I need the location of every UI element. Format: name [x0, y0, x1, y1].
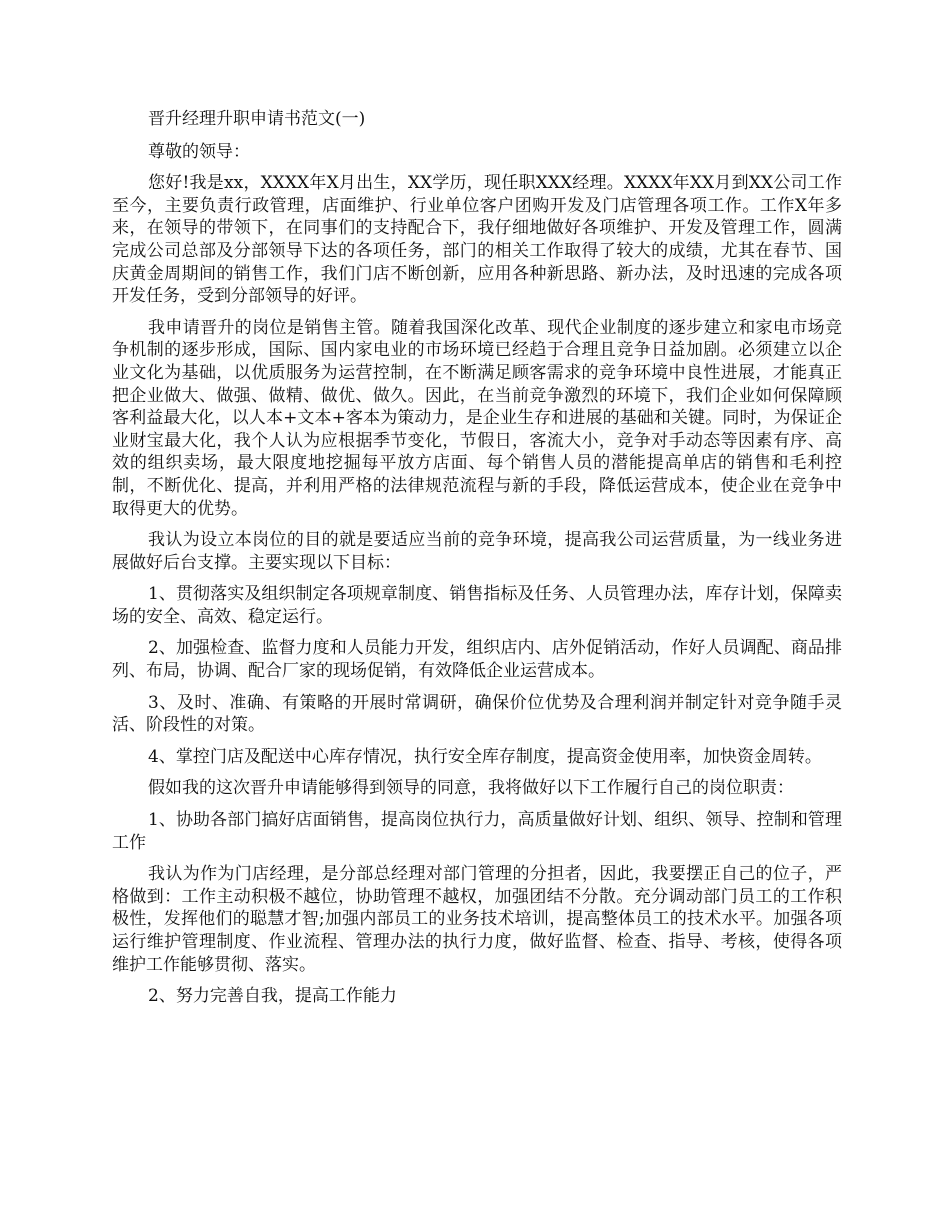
- paragraph-goal-4: 4、掌控门店及配送中心库存情况，执行安全库存制度，提高资金使用率，加快资金周转。: [148, 746, 822, 767]
- paragraph-goals-intro: 我认为设立本岗位的目的就是要适应当前的竞争环境，提高我公司运营质量，为一线业务进展做好后台支撑。主要实现以下目标：: [112, 530, 842, 573]
- paragraph-goal-3: 3、及时、准确、有策略的开展时常调研，确保价位优势及合理利润并制定针对竞争随手灵活、阶段性的对策。: [112, 692, 842, 736]
- paragraph-intro: 您好!我是xx，XXXX年X月出生，XX学历，现任职XXX经理。XXXX年XX月到XX公司工作至今，主要负责行政管理，店面维护、行业单位客户团购开发及门店管理各项工作。工作X年多来，在领导的带领下，在同事们的支持配合下，我仔细地做好各项维护、开发及管理工作，圆满完成公司总部及分部领导下达的各项任务，部门的相关工作取得了较大的成绩，尤其在春节、国庆黄金周期间的销售工作，我们门店不断创新，应用各种新思路、新办法，及时迅速的完成各项开发任务，受到分部领导的好评。: [112, 173, 842, 307]
- paragraph-duty-1-detail: 我认为作为门店经理，是分部总经理对部门管理的分担者，因此，我要摆正自己的位子，严格做到：工作主动积极不越位，协助管理不越权，加强团结不分散。充分调动部门员工的工作积极性，发挥他们的聪慧才智;加强内部员工的业务技术培训，提高整体员工的技术水平。加强各项运行维护管理制度、作业流程、管理办法的执行力度，做好监督、检查、指导、考核，使得各项维护工作能够贯彻、落实。: [112, 864, 842, 975]
- paragraph-position: 我申请晋升的岗位是销售主管。随着我国深化改革、现代企业制度的逐步建立和家电市场竞争机制的逐步形成，国际、国内家电业的市场环境已经趋于合理且竞争日益加剧。必须建立以企业文化为基础，以优质服务为运营控制，在不断满足顾客需求的竞争环境中良性进展，才能真正把企业做大、做强、做精、做优、做久。因此，在当前竞争激烈的环境下，我们企业如何保障顾客利益最大化，以人本+文本+客本为策动力，是企业生存和进展的基础和关键。同时，为保证企业财宝最大化，我个人认为应根据季节变化，节假日，客流大小，竞争对手动态等因素有序、高效的组织卖场，最大限度地挖掘每平放方店面、每个销售人员的潜能提高单店的销售和毛利控制，不断优化、提高，并利用严格的法律规范流程与新的手段，降低运营成本，使企业在竞争中取得更大的优势。: [112, 317, 842, 519]
- document-body: [112, 108, 842, 1017]
- paragraph-duty-1: 1、协助各部门搞好店面销售，提高岗位执行力，高质量做好计划、组织、领导、控制和管理工作: [112, 810, 842, 853]
- paragraph-goal-1: 1、贯彻落实及组织制定各项规章制度、销售指标及任务、人员管理办法，库存计划，保障卖场的安全、高效、稳定运行。: [112, 584, 842, 627]
- salutation: 尊敬的领导：: [148, 141, 250, 162]
- paragraph-goal-2: 2、加强检查、监督力度和人员能力开发，组织店内、店外促销活动，作好人员调配、商品排列、布局，协调、配合厂家的现场促销，有效降低企业运营成本。: [112, 638, 842, 682]
- document-title: 晋升经理升职申请书范文(一): [148, 109, 366, 129]
- paragraph-duty-2: 2、努力完善自我，提高工作能力: [148, 986, 397, 1007]
- paragraph-duties-intro: 假如我的这次晋升申请能够得到领导的同意，我将做好以下工作履行自己的岗位职责：: [148, 778, 794, 799]
